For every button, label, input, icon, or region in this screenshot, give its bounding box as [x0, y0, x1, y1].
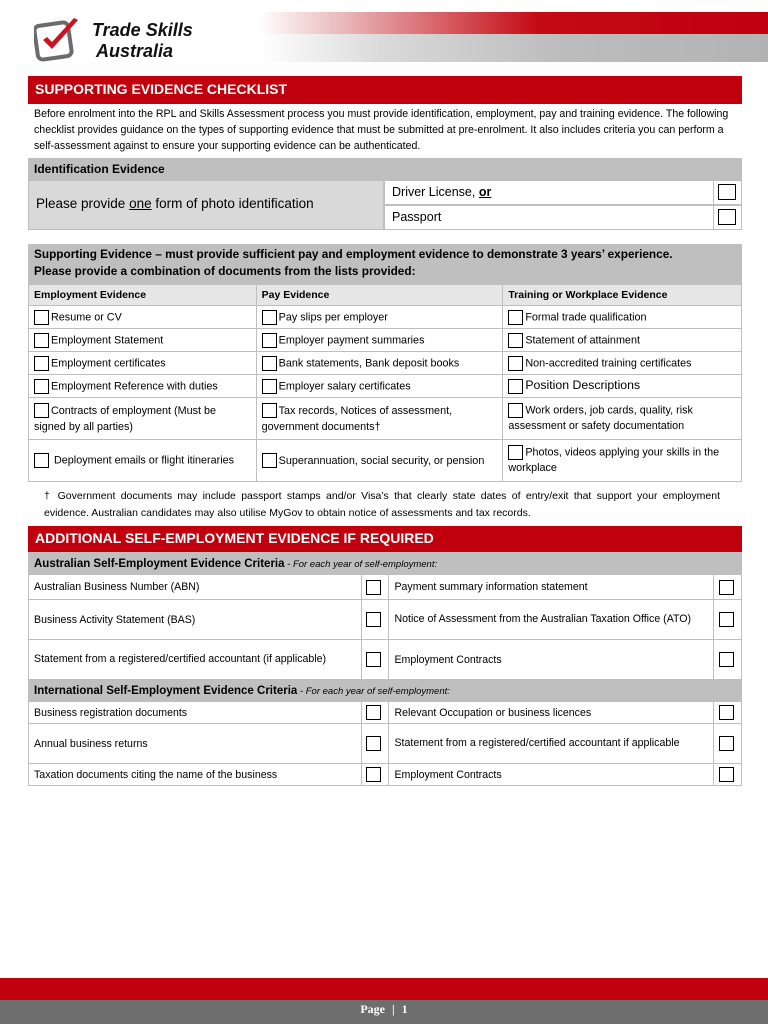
- identification-prompt: [28, 180, 384, 230]
- evidence-cell: [29, 398, 257, 440]
- intl-heading: [29, 680, 742, 702]
- driver-license-checkbox[interactable]: [718, 184, 736, 200]
- table-row: [29, 398, 742, 440]
- evidence-cell: [29, 352, 257, 375]
- identification-heading: Identification Evidence: [28, 158, 742, 180]
- footer-red-band: [0, 978, 768, 1000]
- supporting-heading-line2: Please provide a combination of documents from the lists provided:: [34, 264, 416, 278]
- evidence-header-row: [29, 285, 742, 306]
- supporting-heading: [28, 244, 742, 284]
- evidence-cell: [503, 440, 742, 482]
- criteria-label: Statement from a registered/certified accountant if applicable: [389, 724, 714, 764]
- criteria-checkbox-cell: [713, 640, 741, 680]
- checkbox[interactable]: [262, 379, 277, 394]
- additional-title: ADDITIONAL SELF-EMPLOYMENT EVIDENCE IF REQUIRED: [28, 526, 742, 552]
- aus-heading-text: Australian Self-Employment Evidence Criteria: [34, 557, 285, 570]
- criteria-label: Business registration documents: [29, 702, 362, 724]
- aus-heading: [29, 553, 742, 575]
- header-red-band: [258, 12, 768, 34]
- criteria-checkbox-cell: [713, 575, 741, 600]
- prompt-emphasis: one: [129, 196, 152, 211]
- criteria-label: Employment Contracts: [389, 640, 714, 680]
- criteria-checkbox-cell: [713, 764, 741, 786]
- criteria-label: Australian Business Number (ABN): [29, 575, 362, 600]
- checkbox[interactable]: [508, 356, 523, 371]
- col-training: Training or Workplace Evidence: [503, 285, 742, 306]
- evidence-label: Work orders, job cards, quality, risk assessment or safety documentation: [508, 404, 693, 432]
- evidence-label: Pay slips per employer: [278, 310, 388, 323]
- evidence-cell: [29, 375, 257, 398]
- criteria-label: Notice of Assessment from the Australian Taxation Office (ATO): [389, 600, 714, 640]
- checkbox[interactable]: [366, 612, 381, 627]
- evidence-label: Employer salary certificates: [278, 379, 411, 392]
- brand-name: [92, 20, 193, 62]
- driver-license-label: Driver License,: [392, 185, 479, 199]
- evidence-cell: [256, 352, 503, 375]
- page-separator: |: [392, 1002, 395, 1016]
- checklist-title: SUPPORTING EVIDENCE CHECKLIST: [28, 76, 742, 104]
- criteria-label: Business Activity Statement (BAS): [29, 600, 362, 640]
- evidence-label: Employment Reference with duties: [51, 379, 218, 392]
- checkbox[interactable]: [34, 453, 49, 468]
- criteria-label: Taxation documents citing the name of the business: [29, 764, 362, 786]
- checkbox[interactable]: [366, 580, 381, 595]
- evidence-label: Employment Statement: [51, 333, 164, 346]
- checkbox[interactable]: [262, 453, 277, 468]
- evidence-cell: [256, 440, 503, 482]
- evidence-label: Tax records, Notices of assessment, government documents†: [261, 404, 453, 433]
- criteria-label: Payment summary information statement: [389, 575, 714, 600]
- table-row: [29, 440, 742, 482]
- evidence-cell: [29, 306, 257, 329]
- evidence-cell: [29, 440, 257, 482]
- or-label: or: [478, 185, 492, 199]
- criteria-checkbox-cell: [361, 764, 389, 786]
- evidence-table: [28, 284, 742, 482]
- checkbox[interactable]: [262, 403, 277, 418]
- evidence-cell: [29, 329, 257, 352]
- col-pay: Pay Evidence: [256, 285, 503, 306]
- checkbox[interactable]: [366, 652, 381, 667]
- evidence-label: Employer payment summaries: [278, 333, 425, 346]
- checkbox[interactable]: [719, 736, 734, 751]
- evidence-label: Formal trade qualification: [525, 310, 647, 323]
- evidence-cell: [503, 306, 742, 329]
- checkbox[interactable]: [719, 580, 734, 595]
- criteria-checkbox-cell: [361, 640, 389, 680]
- intl-heading-row: [29, 680, 742, 702]
- table-row: [29, 600, 742, 640]
- checkbox[interactable]: [34, 310, 49, 325]
- evidence-label: Contracts of employment (Must be signed by all parties): [34, 404, 217, 433]
- footnote: † Government documents may include passport stamps and/or Visa’s that clearly state dates of entry/exit that support your employment evidence. Australian candidates may also utilise MyGov to obtain notice of assessments and tax records.: [44, 490, 720, 519]
- table-row: [29, 306, 742, 329]
- evidence-cell: [503, 352, 742, 375]
- page-number: [0, 1002, 768, 1017]
- prompt-post: form of photo identification: [151, 196, 314, 211]
- checkbox[interactable]: [262, 356, 277, 371]
- evidence-label: Deployment emails or flight itineraries: [54, 454, 235, 467]
- aus-heading-row: [29, 553, 742, 575]
- checkbox[interactable]: [366, 705, 381, 720]
- evidence-label: Position Descriptions: [525, 378, 641, 393]
- brand-line1: Trade Skills: [92, 20, 193, 40]
- page-number-value: 1: [401, 1002, 408, 1016]
- evidence-cell: [503, 375, 742, 398]
- self-employment-table: [28, 552, 742, 786]
- intl-heading-text: International Self-Employment Evidence Criteria: [34, 684, 298, 697]
- checkbox[interactable]: [719, 612, 734, 627]
- criteria-checkbox-cell: [713, 702, 741, 724]
- criteria-checkbox-cell: [361, 724, 389, 764]
- checkbox-logo-icon: [34, 16, 82, 62]
- checkbox[interactable]: [719, 705, 734, 720]
- checkbox[interactable]: [508, 445, 523, 460]
- evidence-label: Employment certificates: [51, 356, 166, 369]
- table-row: [29, 329, 742, 352]
- checkbox[interactable]: [34, 333, 49, 348]
- passport-label: Passport: [392, 210, 442, 224]
- table-row: [29, 575, 742, 600]
- checkbox[interactable]: [262, 310, 277, 325]
- table-row: [29, 764, 742, 786]
- col-employment: Employment Evidence: [29, 285, 257, 306]
- table-row: [29, 640, 742, 680]
- checkbox[interactable]: [34, 379, 49, 394]
- passport-checkbox[interactable]: [718, 209, 736, 225]
- criteria-checkbox-cell: [361, 702, 389, 724]
- criteria-label: Relevant Occupation or business licences: [389, 702, 714, 724]
- evidence-label: Non-accredited training certificates: [525, 356, 692, 369]
- checkbox[interactable]: [366, 736, 381, 751]
- evidence-cell: [503, 398, 742, 440]
- id-option-passport: [384, 205, 742, 230]
- criteria-checkbox-cell: [361, 600, 389, 640]
- checkbox[interactable]: [719, 767, 734, 782]
- checklist-intro: Before enrolment into the RPL and Skills Assessment process you must provide identification, employment, pay and training evidence. The following checklist provides guidance on the types of supporting evidence that must be submitted at pre-enrolment. It also includes criteria you can perform a self-assessment against to ensure your supporting evidence can be authenticated.: [34, 108, 729, 152]
- intl-heading-note: - For each year of self-employment:: [297, 685, 450, 697]
- checkbox[interactable]: [508, 310, 523, 325]
- evidence-cell: [256, 329, 503, 352]
- prompt-pre: Please provide: [36, 196, 130, 211]
- id-divider: [713, 180, 714, 230]
- evidence-cell: [503, 329, 742, 352]
- supporting-heading-line1: Supporting Evidence – must provide sufficient pay and employment evidence to demonstrate 3 years’ experience.: [34, 247, 673, 261]
- criteria-label: Employment Contracts: [389, 764, 714, 786]
- evidence-cell: [256, 375, 503, 398]
- checkbox[interactable]: [34, 403, 49, 418]
- evidence-label: Superannuation, social security, or pension: [278, 454, 485, 467]
- checkbox[interactable]: [508, 379, 523, 394]
- criteria-checkbox-cell: [361, 575, 389, 600]
- checkbox[interactable]: [262, 333, 277, 348]
- aus-heading-note: - For each year of self-employment:: [284, 558, 438, 570]
- header-grey-band: [258, 34, 768, 62]
- checkbox[interactable]: [508, 403, 523, 418]
- checkbox[interactable]: [719, 652, 734, 667]
- evidence-cell: [256, 306, 503, 329]
- evidence-label: Statement of attainment: [525, 333, 640, 346]
- evidence-cell: [256, 398, 503, 440]
- brand-line2: Australia: [96, 41, 174, 61]
- criteria-label: Statement from a registered/certified accountant (if applicable): [29, 640, 362, 680]
- checkbox[interactable]: [508, 333, 523, 348]
- checkbox[interactable]: [366, 767, 381, 782]
- table-row: [29, 375, 742, 398]
- criteria-checkbox-cell: [713, 600, 741, 640]
- evidence-label: Resume or CV: [51, 310, 122, 323]
- table-row: [29, 724, 742, 764]
- table-row: [29, 702, 742, 724]
- id-option-driver-license: [384, 180, 742, 205]
- evidence-label: Photos, videos applying your skills in the workplace: [508, 446, 720, 474]
- table-row: [29, 352, 742, 375]
- page-label: Page: [360, 1002, 385, 1016]
- checkbox[interactable]: [34, 356, 49, 371]
- evidence-label: Bank statements, Bank deposit books: [278, 356, 460, 369]
- criteria-label: Annual business returns: [29, 724, 362, 764]
- criteria-checkbox-cell: [713, 724, 741, 764]
